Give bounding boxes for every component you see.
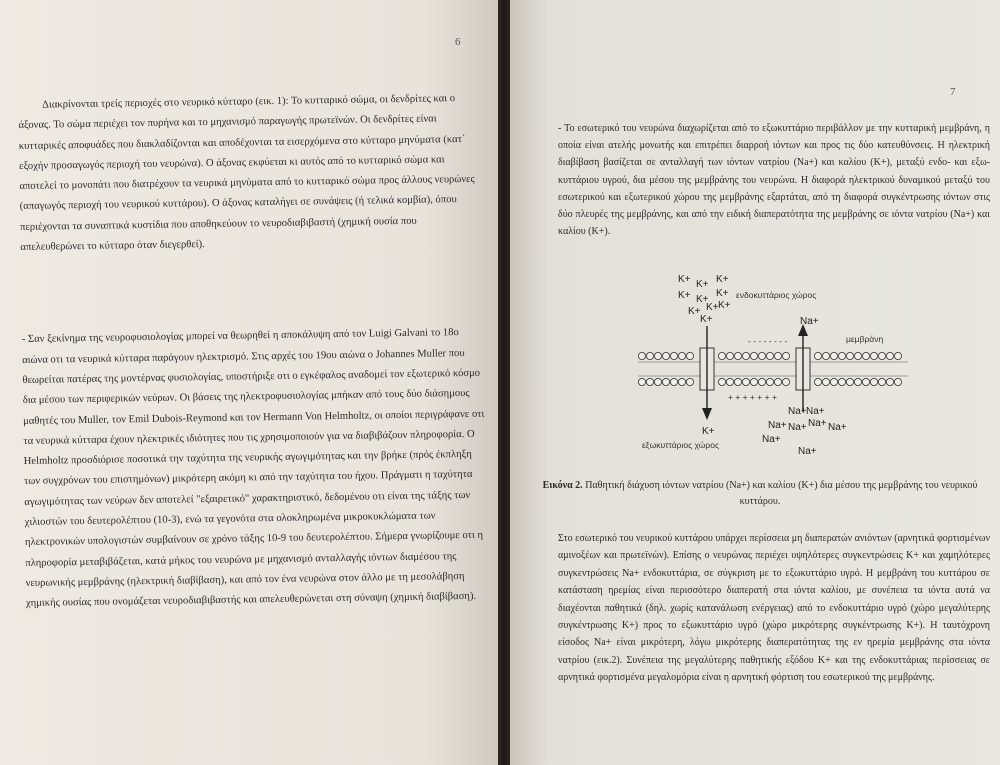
lipid-head [758,352,765,359]
ion-na-label: Na+ [788,406,807,417]
ion-k-label: K+ [716,288,729,299]
label-membrane: μεμβράνη [846,334,884,344]
lipid-head [854,378,861,385]
lipid-head [662,352,669,359]
lipid-head [894,378,901,385]
right-page [510,0,1000,765]
ion-k-label: K+ [706,302,719,313]
lipid-head [846,352,853,359]
lipid-head [830,352,837,359]
lipid-head [638,378,645,385]
caption-label: Εικόνα 2. [542,480,583,491]
membrane-negative-charges: - - - - - - - - [748,336,788,346]
lipid-head [774,378,781,385]
lipid-head [838,352,845,359]
lipid-head [678,352,685,359]
page-number-left: 6 [455,36,461,48]
ion-na-label: Na+ [798,446,817,457]
lipid-head [838,378,845,385]
lipid-head [886,352,893,359]
ion-na-label: Na+ [768,420,787,431]
ion-k-label: K+ [718,300,731,311]
lipid-head [670,378,677,385]
ion-k-label: K+ [696,279,709,290]
lipid-head [878,378,885,385]
left-page [0,0,498,765]
ion-na-label: Na+ [800,316,819,327]
ion-na-label: Na+ [828,422,847,433]
ion-na-label: Na+ [808,418,827,429]
lipid-head [638,352,645,359]
lipid-head [718,378,725,385]
lipid-head [646,352,653,359]
lipid-head [846,378,853,385]
left-paragraph-1: Διακρίνονται τρείς περιοχές στο νευρικό κύτταρο (εικ. 1): Το κυτταρικό σώμα, οι δενδρίτες και ο άξονας. Το σώμα περιέχει τον πυρήνα και το μηχανισμό παραγωγής πρωτεϊνών. Οι δενδρίτες είναι κυτταρικές αποφυάδες που διακλαδίζονται και αποδέχονται τα εισερχόμενα στο κύτταρο μηνύματα (κατ΄ εξοχήν προσαγωγός περιοχή του νευρώνα). Ο άξονας εκφύεται κι αυτός από το κυτταρικό σώμα και αποτελεί το μονοπάτι που διατρέχουν τα νευρικά μηνύματα από το κυτταρικό σώμα προς άλλους νευρώνες (απαγωγός περιοχή του νευρικού κυττάρου). Ο άξονας καταλήγει σε συνάψεις (ή τελικά κομβία), όπου περιέχονται τα συναπτικά κυστίδια που αποθηκεύουν το νευροδιαβιβαστή (χημική ουσία που απελευθερώνει το κύτταρο όταν διεγερθεί). [18,93,475,254]
membrane-positive-charges: + + + + + + + [728,392,777,402]
lipid-head [686,352,693,359]
lipid-head [862,378,869,385]
membrane-diagram [628,262,918,472]
lipid-head [670,352,677,359]
lipid-head [830,378,837,385]
lipid-head [750,352,757,359]
right-paragraph-2: Στο εσωτερικό του νευρικού κυττάρου υπάρχει περίσσεια μη διαπερατών ανιόντων (αρνητικά φορτισμένων αμινοξέων και πρωτεϊνών). Επίσης ο νευρώνας περιέχει υψηλότερες συγκεντρώσεις K+ και χαμηλότερες συγκεντρώσεις Na+ ενδοκυττάρια, σε σύγκριση με το εξωκυττάριο υγρό. Η μεμβράνη του κυττάρου σε κατάσταση ηρεμίας είναι περισσότερο διαπερατή στα ιόντα καλίου, με συνέπεια τα ιόντα αυτά να διαχέονται παθητικά (δηλ. χωρίς κατανάλωση ενέργειας) από το ενδοκυττάριο υγρό (χώρο μεγαλύτερης συγκέντρωσης K+) προς το εξωκυττάριο υγρό (χώρο μικρότερης συγκέντρωσης K+). Η ταυτόχρονη είσοδος Na+ είναι μικρότερη, λόγω μικρότερης διαπερατότητας της εν ηρεμία μεμβράνης στα ιόντα νατρίου (εικ.2). Συνέπεια της μεγαλύτερης παθητικής εξόδου K+ και της ενδοκυττάριας περίσσειας σε αρνητικά φορτισμένα μεγαλομόρια είναι η αρνητική φόρτιση του εσωτερικού της μεμβράνης. [558,533,990,684]
ion-k-label: K+ [696,294,709,305]
lipid-head [734,378,741,385]
left-paragraph-2: - Σαν ξεκίνημα της νευροφυσιολογίας μπορεί να θεωρηθεί η αποκάλυψη από τον Luigi Galvani το 18ο αιώνα οτι τα νευρικά κύτταρα παράγουν ηλεκτρισμό. Στις αρχές του 19ου αιώνα ο Johannes Muller που θεωρείται πατέρας της μοντέρνας φυσιολογίας, υποστήριξε οτι ο εγκέφαλος αναδομεί τον εξωτερικό κόσμο δια μέσου των περιφερικών νεύρων. Οι βάσεις της ηλεκτροφυσιολογίας μπήκαν από τους δύο διάσημους μαθητές του Muller, τον Emil Dubois-Reymond και τον Hermann Von Helmholtz, οι οποίοι περιγράφανε οτι τα νευρικά κύτταρα έχουν ηλεκτρικές ιδιότητες που τις χρησιμοποιούν για να διαβιβάζουν πληροφορία. Ο Helmholtz προσδιόρισε ποσοτικά την ταχύτητα της νευρικής αγωγιμότητας και την βρήκε (πρός έκπληξη των συγχρόνων του επιστημόνων) μικρότερη ακόμη κι από την ταχύτητα του ήχου. Πράγματι η ταχύτητα αγωγιμότητας των νεύρων δεν αποτελεί "εξαιρετικό" χαρακτηριστικό, δεδομένου οτι είναι της τάξης των χιλιοστών του δευτερολέπτου (10-3), ενώ τα γεγονότα στα ολοκληρωμένα μικροκυκλώματα των ηλεκτρονικών υπολογιστών συμβαίνουν σε χρόνο τάξης 10-9 του δευτερολέπτου. Σήμερα γνωρίζουμε οτι η πληροφορία μεταβιβάζεται, κατά μήκος του νευρώνα με μηχανισμό ανταλλαγής ιόντων διαμέσου της νευρωνικής μεμβράνης (ηλεκτρική διαβίβαση), και από τον ένα νευρώνα στον άλλο με τη μεσολάβηση χημικής ουσίας που ονομάζεται νευροδιαβιβαστής και απελευθερώνεται στη σύναψη (χημική διαβίβαση). [21,327,485,610]
lipid-head [782,352,789,359]
lipid-head [766,378,773,385]
lipid-head [758,378,765,385]
lipid-head [742,352,749,359]
ion-k-label: K+ [700,314,713,325]
ion-k-label: K+ [702,426,715,437]
ion-na-label: Na+ [762,434,781,445]
lipid-head [726,352,733,359]
lipid-head [870,352,877,359]
lipid-head [726,378,733,385]
lipid-head [654,352,661,359]
lipid-head [814,378,821,385]
label-extracellular: εξωκυττάριος χώρος [642,440,720,450]
ion-na-label: Na+ [806,406,825,417]
lipid-head [742,378,749,385]
lipid-head [654,378,661,385]
left-page-body [18,89,488,615]
ion-k-label: K+ [688,306,701,317]
lipid-head [766,352,773,359]
ion-k-label: K+ [678,290,691,301]
lipid-head [822,352,829,359]
lipid-head [662,378,669,385]
ion-k-label: K+ [716,274,729,285]
lipid-head [894,352,901,359]
lipid-head [678,378,685,385]
lipid-head [686,378,693,385]
lipid-head [886,378,893,385]
book-gutter [498,0,510,765]
ion-k-label: K+ [678,274,691,285]
ion-na-label: Na+ [788,422,807,433]
lipid-head [734,352,741,359]
lipid-head [750,378,757,385]
lipid-head [854,352,861,359]
page-number-right: 7 [950,86,956,98]
lipid-bilayer [638,352,908,385]
right-paragraph-1: - Το εσωτερικό του νευρώνα διαχωρίζεται από το εξωκυττάριο περιβάλλον με την κυτταρική μεμβράνη, η οποία είναι ατελής μονωτής και επιτρέπει διαρροή ιόντων και προς τις δύο κατευθύνσεις. Η ηλεκτρική διαβίβαση βασίζεται σε ανταλλαγή των ιόντων νατρίου (Na+) και καλίου (K+), μεταξύ ενδο- και εξω- κυττάριου υγρού, δια μέσου της μεμβράνης του νευρώνα. Η διαφορά ηλεκτρικού δυναμικού μεταξύ του εσωτερικού και εξωτερικού χώρου της μεμβράνης εξαρτάται, από τη διαφορά συγκέντρωσης ιόντων στις δύο πλευρές της μεμβράνης, και από την ειδική διαπερατότητα της μεμβράνης σε ιόντα νατρίου (Na+) και καλίου (K+). [558,123,990,238]
figure-caption [540,478,980,510]
lipid-head [814,352,821,359]
lipid-head [774,352,781,359]
lipid-head [718,352,725,359]
lipid-head [878,352,885,359]
lipid-head [870,378,877,385]
lipid-head [862,352,869,359]
caption-text: Παθητική διάχυση ιόντων νατρίου (Na+) και καλίου (K+) δια μέσου της μεμβράνης του νευρικού κυττάρου. [585,480,978,507]
lipid-head [782,378,789,385]
label-intracellular: ενδοκυττάριος χώρος [736,290,817,300]
lipid-head [646,378,653,385]
lipid-head [822,378,829,385]
